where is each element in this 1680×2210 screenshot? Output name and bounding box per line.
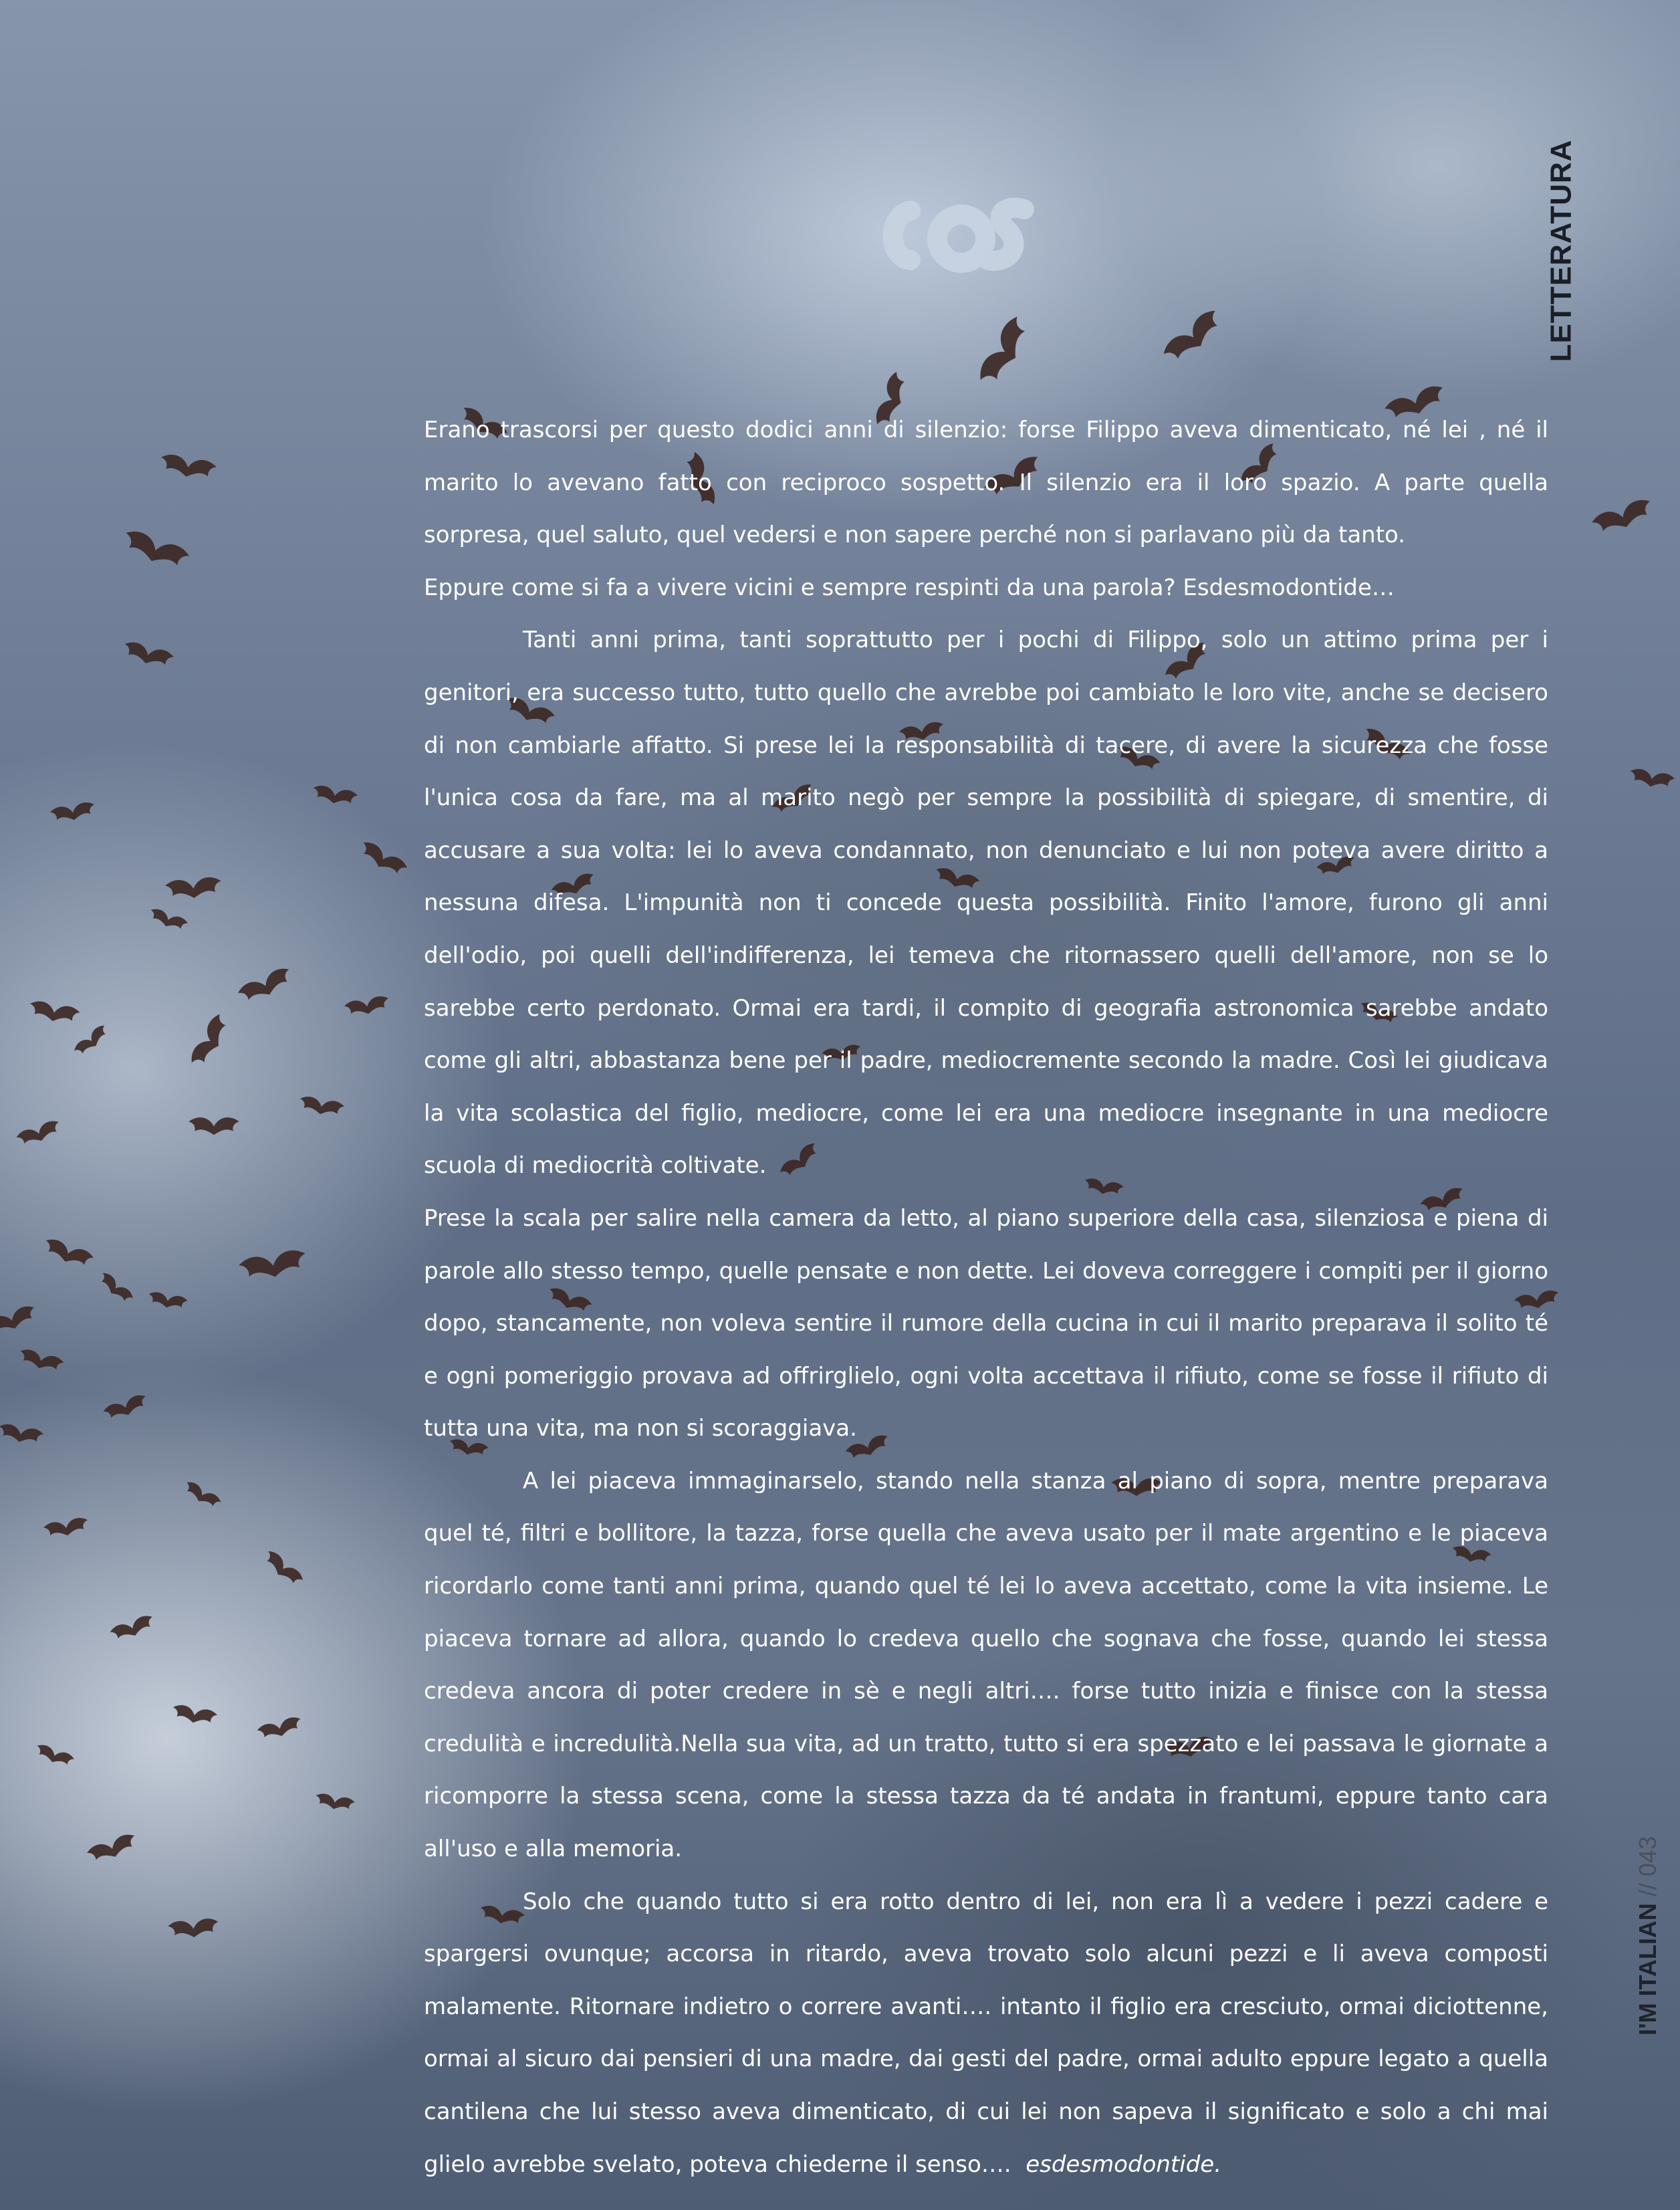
article-paragraph: Prese la scala per salire nella camera da letto, al piano superiore della casa, silenziosa e piena di parole allo stesso tempo, quelle pensate e non dette. Lei doveva correggere i compiti per il giorno dopo, stancamente, non voleva sentire il rumore della cucina in cui il marito preparava il solito té e ogni pomeriggio provava ad offrirglielo, ogni volta accettava il rifiuto, come se fosse il rifiuto di tutta una vita, ma non si scoraggiava.: [424, 1204, 1548, 1442]
article-paragraph-final: [424, 1876, 1548, 2191]
footer-separator: //: [1634, 1883, 1662, 1897]
article-paragraph: Tanti anni prima, tanti soprattutto per i pochi di Filippo, solo un attimo prima per i genitori, era successo tutto, tutto quello che avrebbe poi cambiato le loro vite, anche se decisero di non cambiarle affatto. Si prese lei la responsabilità di tacere, di avere la sicurezza che fosse l'unica cosa da fare, ma al marito negò per sempre la possibilità di spiegare, di smentire, di accusare a sua volta: lei lo aveva condannato, non denunciato e lui non poteva avere diritto a nessuna difesa. L'impunità non ti concede questa possibilità. Finito l'amore, furono gli anni dell'odio, poi quelli dell'indifferenza, lei temeva che ritornassero quelli dell'amore, non se lo sarebbe certo perdonato. Ormai era tardi, il compito di geografia astronomica sarebbe andato come gli altri, abbastanza bene per il padre, mediocremente secondo la madre. Così lei giudicava la vita scolastica del figlio, mediocre, come lei era una mediocre insegnante in una mediocre scuola di mediocrità coltivate.: [424, 627, 1548, 1180]
section-label-text: LETTERATURA: [1544, 139, 1578, 362]
footer-label: [1618, 1819, 1678, 2053]
article-paragraph-text: Solo che quando tutto si era rotto dentro di lei, non era lì a vedere i pezzi cadere e spargersi ovunque; accorsa in ritardo, aveva trovato solo alcuni pezzi e li aveva composti malamente. Ritornare indietro o correre avanti…. intanto il figlio era cresciuto, ormai diciottenne, ormai al sicuro dai pensieri di una madre, dai gesti del padre, ormai adulto eppure legato a quella cantilena che lui stesso aveva dimenticato, di cui lei non sapeva il significato e solo a chi mai glielo avrebbe svelato, poteva chiederne il senso….: [424, 1888, 1548, 2178]
section-label: [1531, 139, 1591, 362]
magazine-brand: I'M ITALIAN: [1634, 1903, 1662, 2035]
article-paragraph: A lei piaceva immaginarselo, stando nella stanza al piano di sopra, mentre preparava quel té, filtri e bollitore, la tazza, forse quella che aveva usato per il mate argentino e le piaceva ricordarlo come tanti anni prima, quando quel té lei lo aveva accettato, come la vita insieme. Le piaceva tornare ad allora, quando lo credeva quello che sognava che fosse, quando lei stessa credeva ancora di poter credere in sè e negli altri…. forse tutto inizia e finisce con la stessa credulità e incredulità.Nella sua vita, ad un tratto, tutto si era spezzato e lei passava le giornate a ricomporre la stessa scena, come la stessa tazza da té andata in frantumi, eppure tanto cara all'uso e alla memoria.: [424, 1467, 1548, 1863]
article-paragraph: Eppure come si fa a vivere vicini e sempre respinti da una parola? Esdesmodontide…: [424, 574, 1395, 601]
article-paragraph: Erano trascorsi per questo dodici anni di silenzio: forse Filippo aveva dimenticato, né lei , né il marito lo avevano fatto con reciproco sospetto. Il silenzio era il loro spazio. A parte quella sorpresa, quel saluto, quel vedersi e non sapere perché non si parlavano più da tanto.: [424, 417, 1548, 549]
page-number: 043: [1634, 1836, 1662, 1877]
closing-word: esdesmodontide.: [1026, 2150, 1222, 2178]
article-body: [424, 404, 1548, 2191]
sos-logo-icon: [876, 191, 1053, 278]
